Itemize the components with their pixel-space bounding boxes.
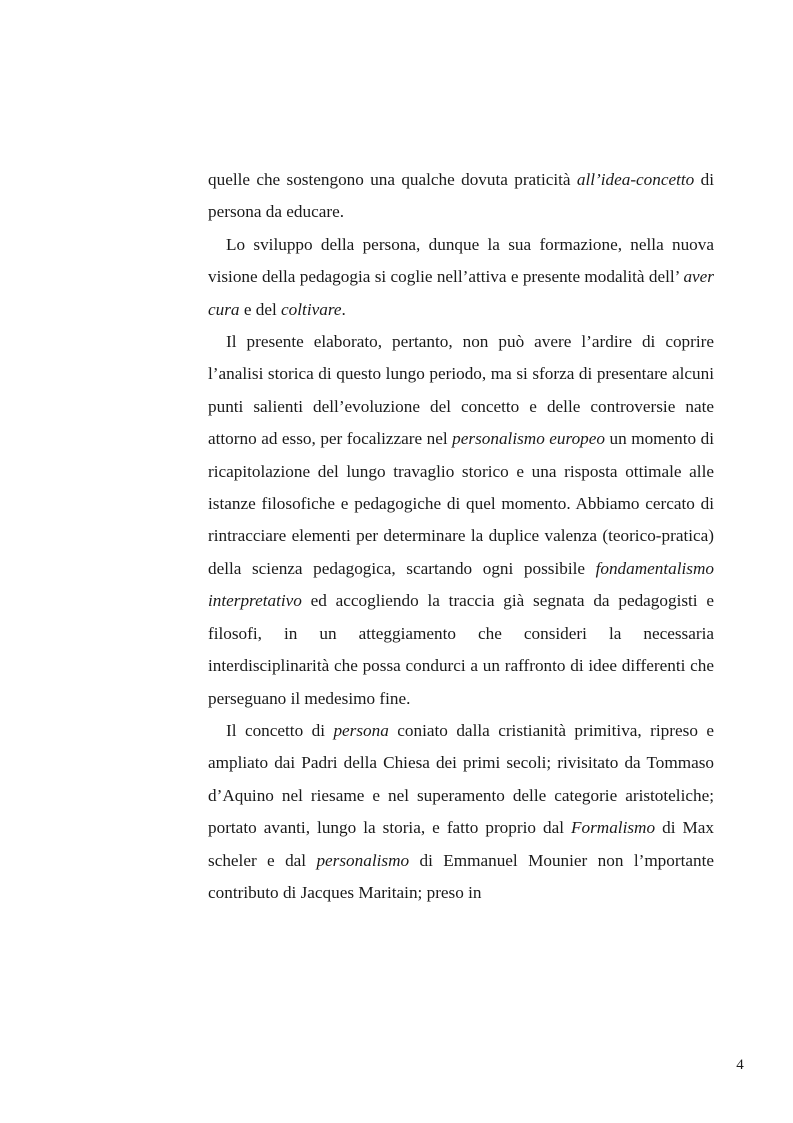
- italic-run: Formalismo: [571, 818, 656, 838]
- italic-run: all’idea-concetto: [576, 170, 695, 189]
- paragraph-2: [208, 229, 714, 326]
- italic-run: personalismo: [316, 850, 410, 870]
- italic-run: fondamentalismo interpretativo: [208, 558, 714, 611]
- page-number: 4: [736, 1057, 744, 1073]
- italic-run: coltivare: [281, 299, 342, 319]
- text-run: quelle che sostengono una qualche dovuta praticità: [208, 170, 577, 189]
- text-run: Il presente elaborato, pertanto, non può avere l’ardire di coprire l’analisi storica di questo lungo periodo, ma si sforza di presentare alcuni punti salienti dell’evoluzione del concetto e delle controversie nate attorno ad esso, per focalizzare nel: [208, 332, 714, 449]
- text-run: un momento di ricapitolazione del lungo travaglio storico e una risposta ottimale alle istanze filosofiche e pedagogiche di quel momento. Abbiamo cercato di rintracciare elementi per determinare la duplice valenza (teorico-pratica) della scienza pedagogica, scartando ogni possibile: [208, 429, 715, 578]
- paragraph-4: [208, 715, 714, 909]
- paragraph-1: [208, 164, 714, 229]
- body-text: [208, 164, 714, 909]
- text-run: di Emmanuel Mounier non l’mportante contributo di Jacques Maritain; preso in: [208, 850, 714, 902]
- italic-run: personalismo europeo: [452, 429, 605, 449]
- text-run: Lo sviluppo della persona, dunque la sua formazione, nella nuova visione della pedagogia si coglie nell’attiva e presente modalità dell’: [208, 234, 714, 287]
- paragraph-3: [208, 326, 714, 715]
- text-run: e del: [239, 299, 282, 319]
- text-run: di persona da educare.: [208, 170, 714, 222]
- text-run: coniato dalla cristianità primitiva, ripreso e ampliato dai Padri della Chiesa dei primi secoli; rivisitato da Tommaso d’Aquino nel riesame e nel superamento delle categorie aristoteliche; portato avanti, lungo la storia, e fatto proprio dal: [208, 720, 714, 838]
- text-run: ed accogliendo la traccia già segnata da pedagogisti e filosofi, in un atteggiamento che consideri la necessaria interdisciplinarità che possa condurci a un raffronto di idee differenti che perseguano il medesimo fine.: [208, 591, 714, 708]
- text-run: Il concetto di: [226, 720, 334, 740]
- italic-run: aver cura: [208, 267, 714, 319]
- text-run: .: [341, 299, 346, 319]
- text-run: di Max scheler e dal: [208, 818, 714, 870]
- italic-run: persona: [333, 720, 389, 740]
